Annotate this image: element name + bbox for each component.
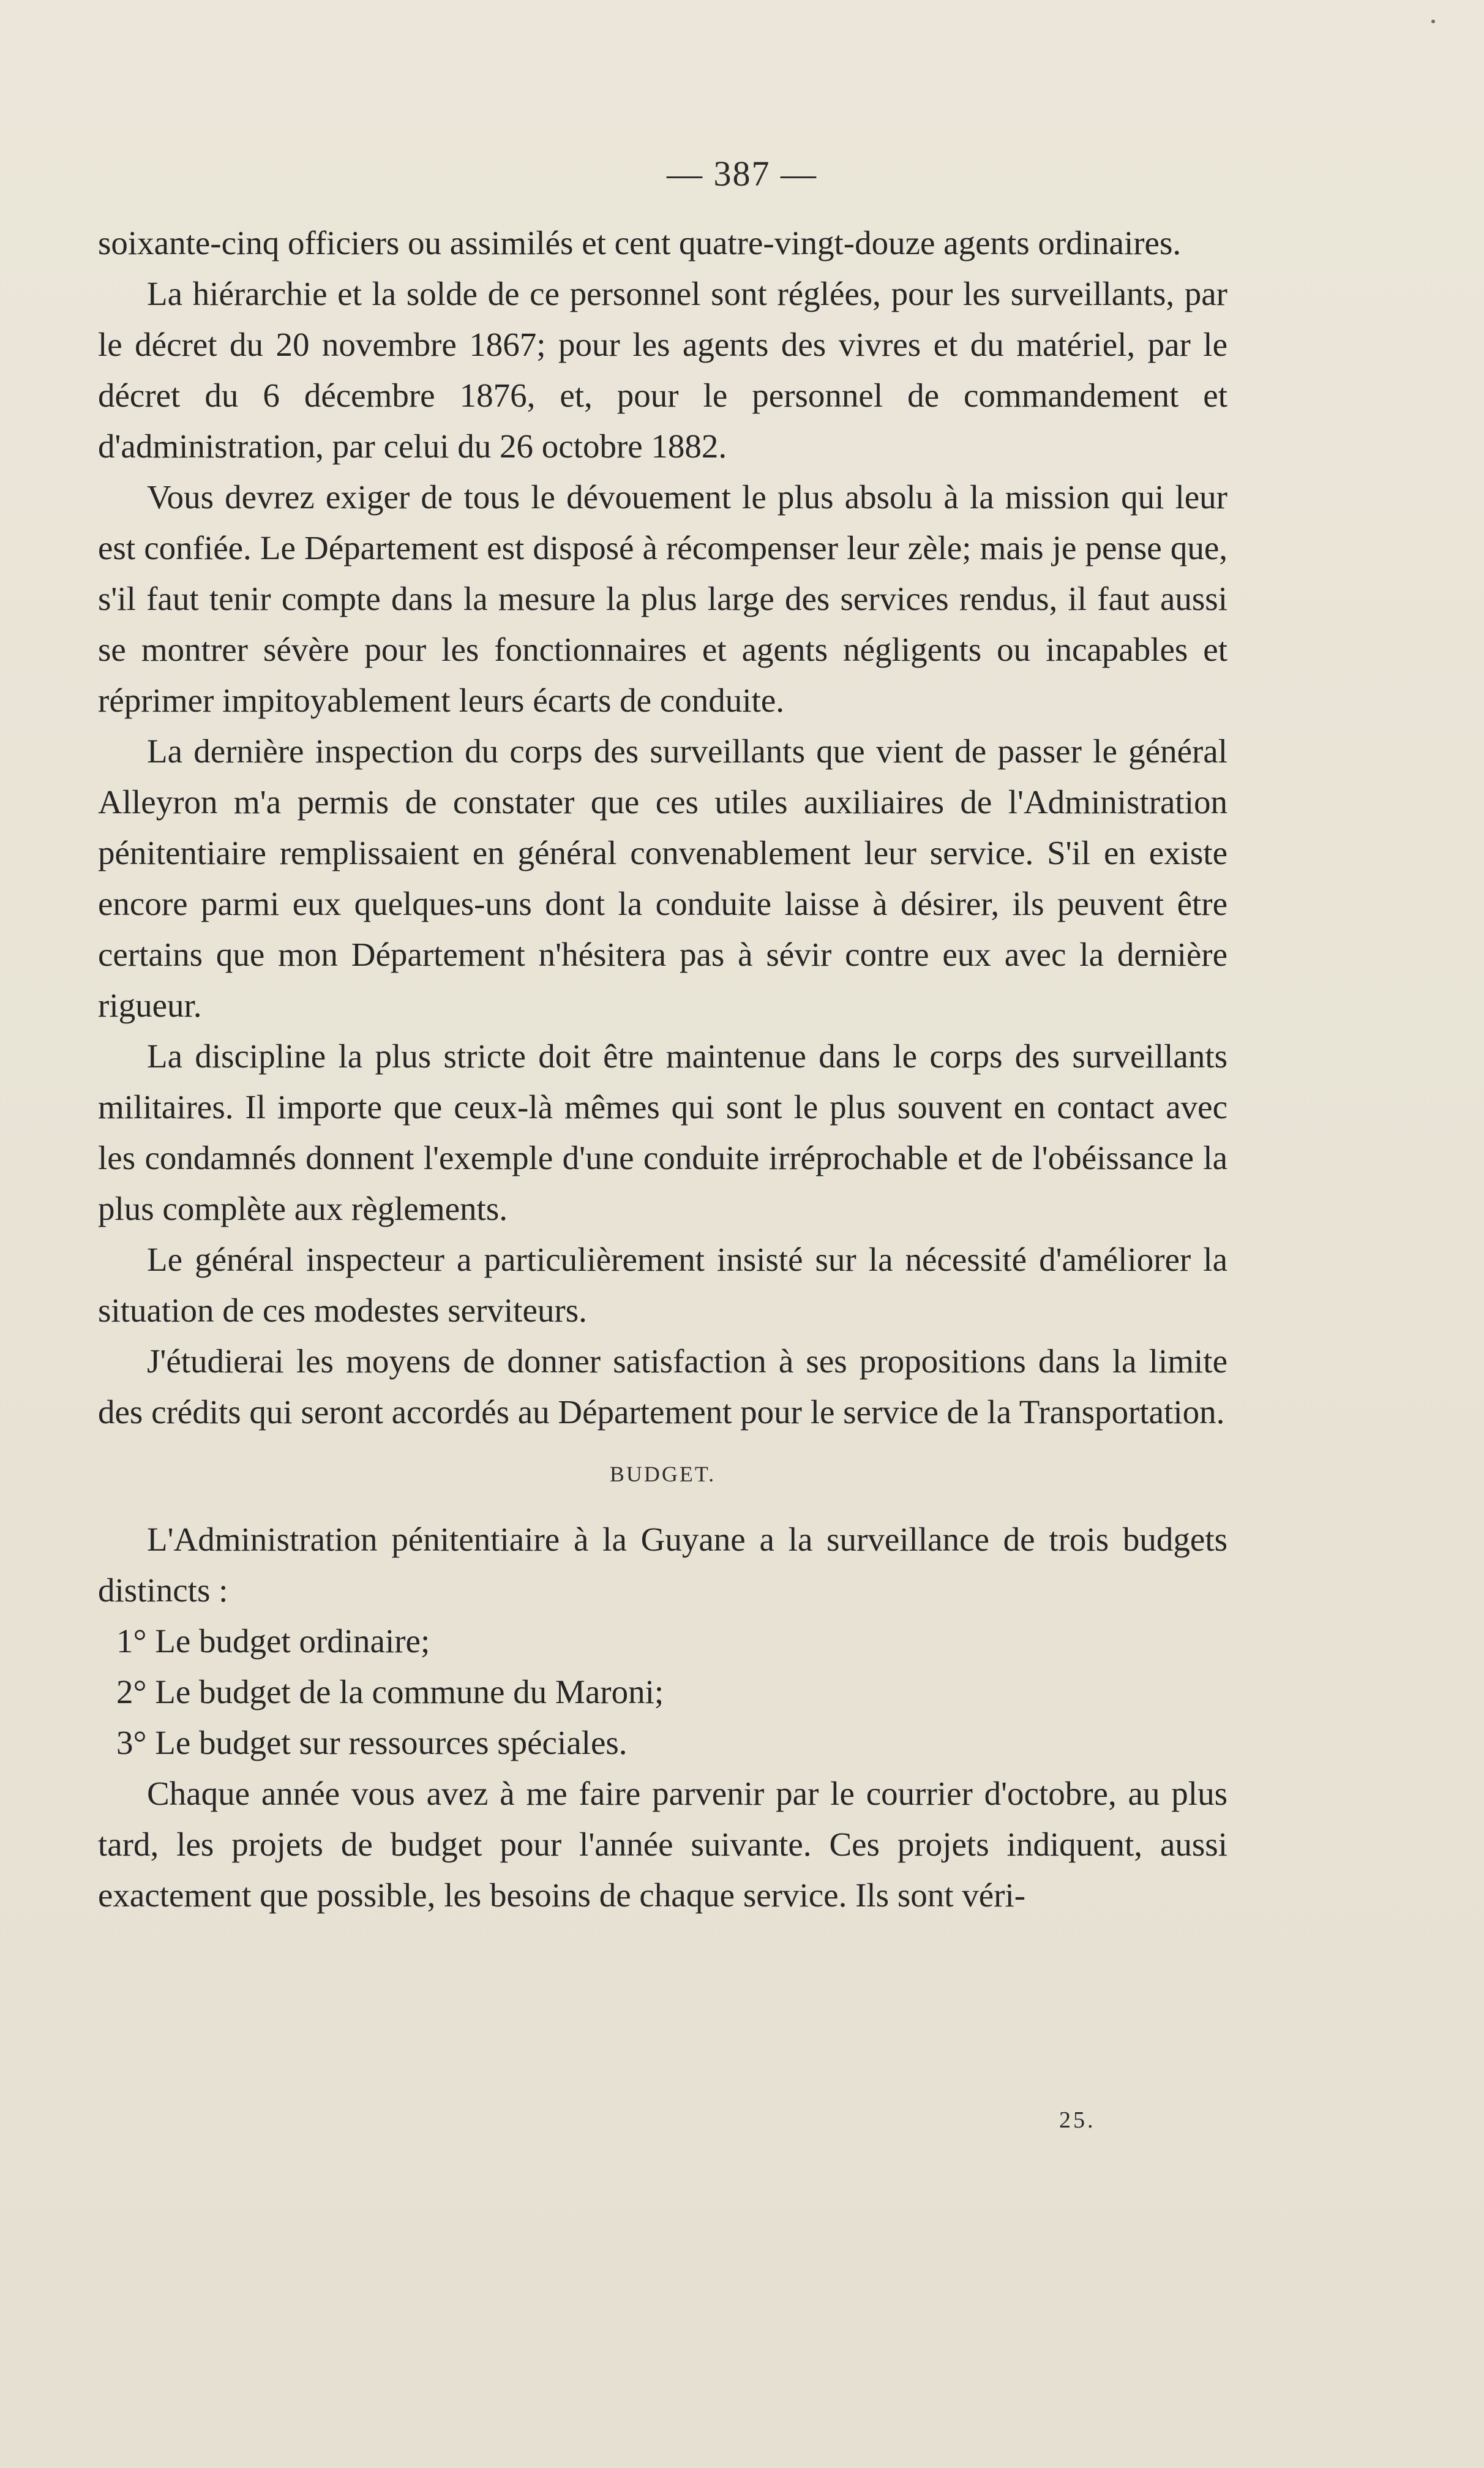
- section-title-budget: BUDGET.: [609, 1462, 716, 1486]
- budget-list-item-1: 1° Le budget ordinaire;: [116, 1622, 430, 1660]
- paragraph-6: Le général inspecteur a particulièrement insisté sur la nécessité d'améliorer la situation de ces modestes serviteurs.: [98, 1241, 1227, 1329]
- budget-list-item-3: 3° Le budget sur ressources spéciales.: [116, 1724, 628, 1761]
- signature-mark: 25.: [1059, 2107, 1096, 2133]
- paragraph-1: soixante-cinq officiers ou assimilés et cent quatre-vingt-douze agents ordinaires.: [98, 224, 1182, 261]
- page-number: — 387 —: [667, 154, 817, 194]
- paragraph-4: La dernière inspection du corps des surveillants que vient de passer le général Alleyron m'a permis de constater que ces utiles auxiliaires de l'Administration pénitentiaire remplissaient en général convenablement leur service. S'il en existe encore parmi eux quelques-uns dont la conduite laisse à désirer, ils peuvent être certains que mon Département n'hésitera pas à sévir contre eux avec la dernière rigueur.: [98, 732, 1227, 1024]
- paragraph-5: La discipline la plus stricte doit être maintenue dans le corps des surveillants militaires. Il importe que ceux-là mêmes qui sont le plus souvent en contact avec les condamnés donnent l'exemple d'une conduite irréprochable et de l'obéissance la plus complète aux règlements.: [98, 1037, 1227, 1227]
- budget-list-item-2: 2° Le budget de la commune du Maroni;: [116, 1673, 664, 1710]
- ink-speck: [1431, 20, 1435, 23]
- paragraph-3: Vous devrez exiger de tous le dévouement le plus absolu à la mission qui leur est confiée. Le Département est disposé à récompenser leur zèle; mais je pense que, s'il faut tenir compte dans la mesure la plus large des services rendus, il faut aussi se montrer sévère pour les fonctionnaires et agents négligents ou incapables et réprimer impitoyablement leurs écarts de conduite.: [98, 478, 1227, 719]
- paragraph-2: La hiérarchie et la solde de ce personnel sont réglées, pour les surveillants, par le décret du 20 novembre 1867; pour les agents des vivres et du matériel, par le décret du 6 décembre 1876, et, pour le personnel de commandement et d'administration, par celui du 26 octobre 1882.: [98, 275, 1227, 465]
- body-text: [98, 217, 1227, 1921]
- paragraph-7: J'étudierai les moyens de donner satisfaction à ses propositions dans la limite des crédits qui seront accordés au Département pour le service de la Transportation.: [98, 1342, 1227, 1431]
- budget-intro: L'Administration pénitentiaire à la Guyane a la surveillance de trois budgets distincts :: [98, 1521, 1227, 1609]
- final-paragraph: Chaque année vous avez à me faire parvenir par le courrier d'octobre, au plus tard, les projets de budget pour l'année suivante. Ces projets indiquent, aussi exactement que possible, les besoins de chaque service. Ils sont véri-: [98, 1775, 1227, 1914]
